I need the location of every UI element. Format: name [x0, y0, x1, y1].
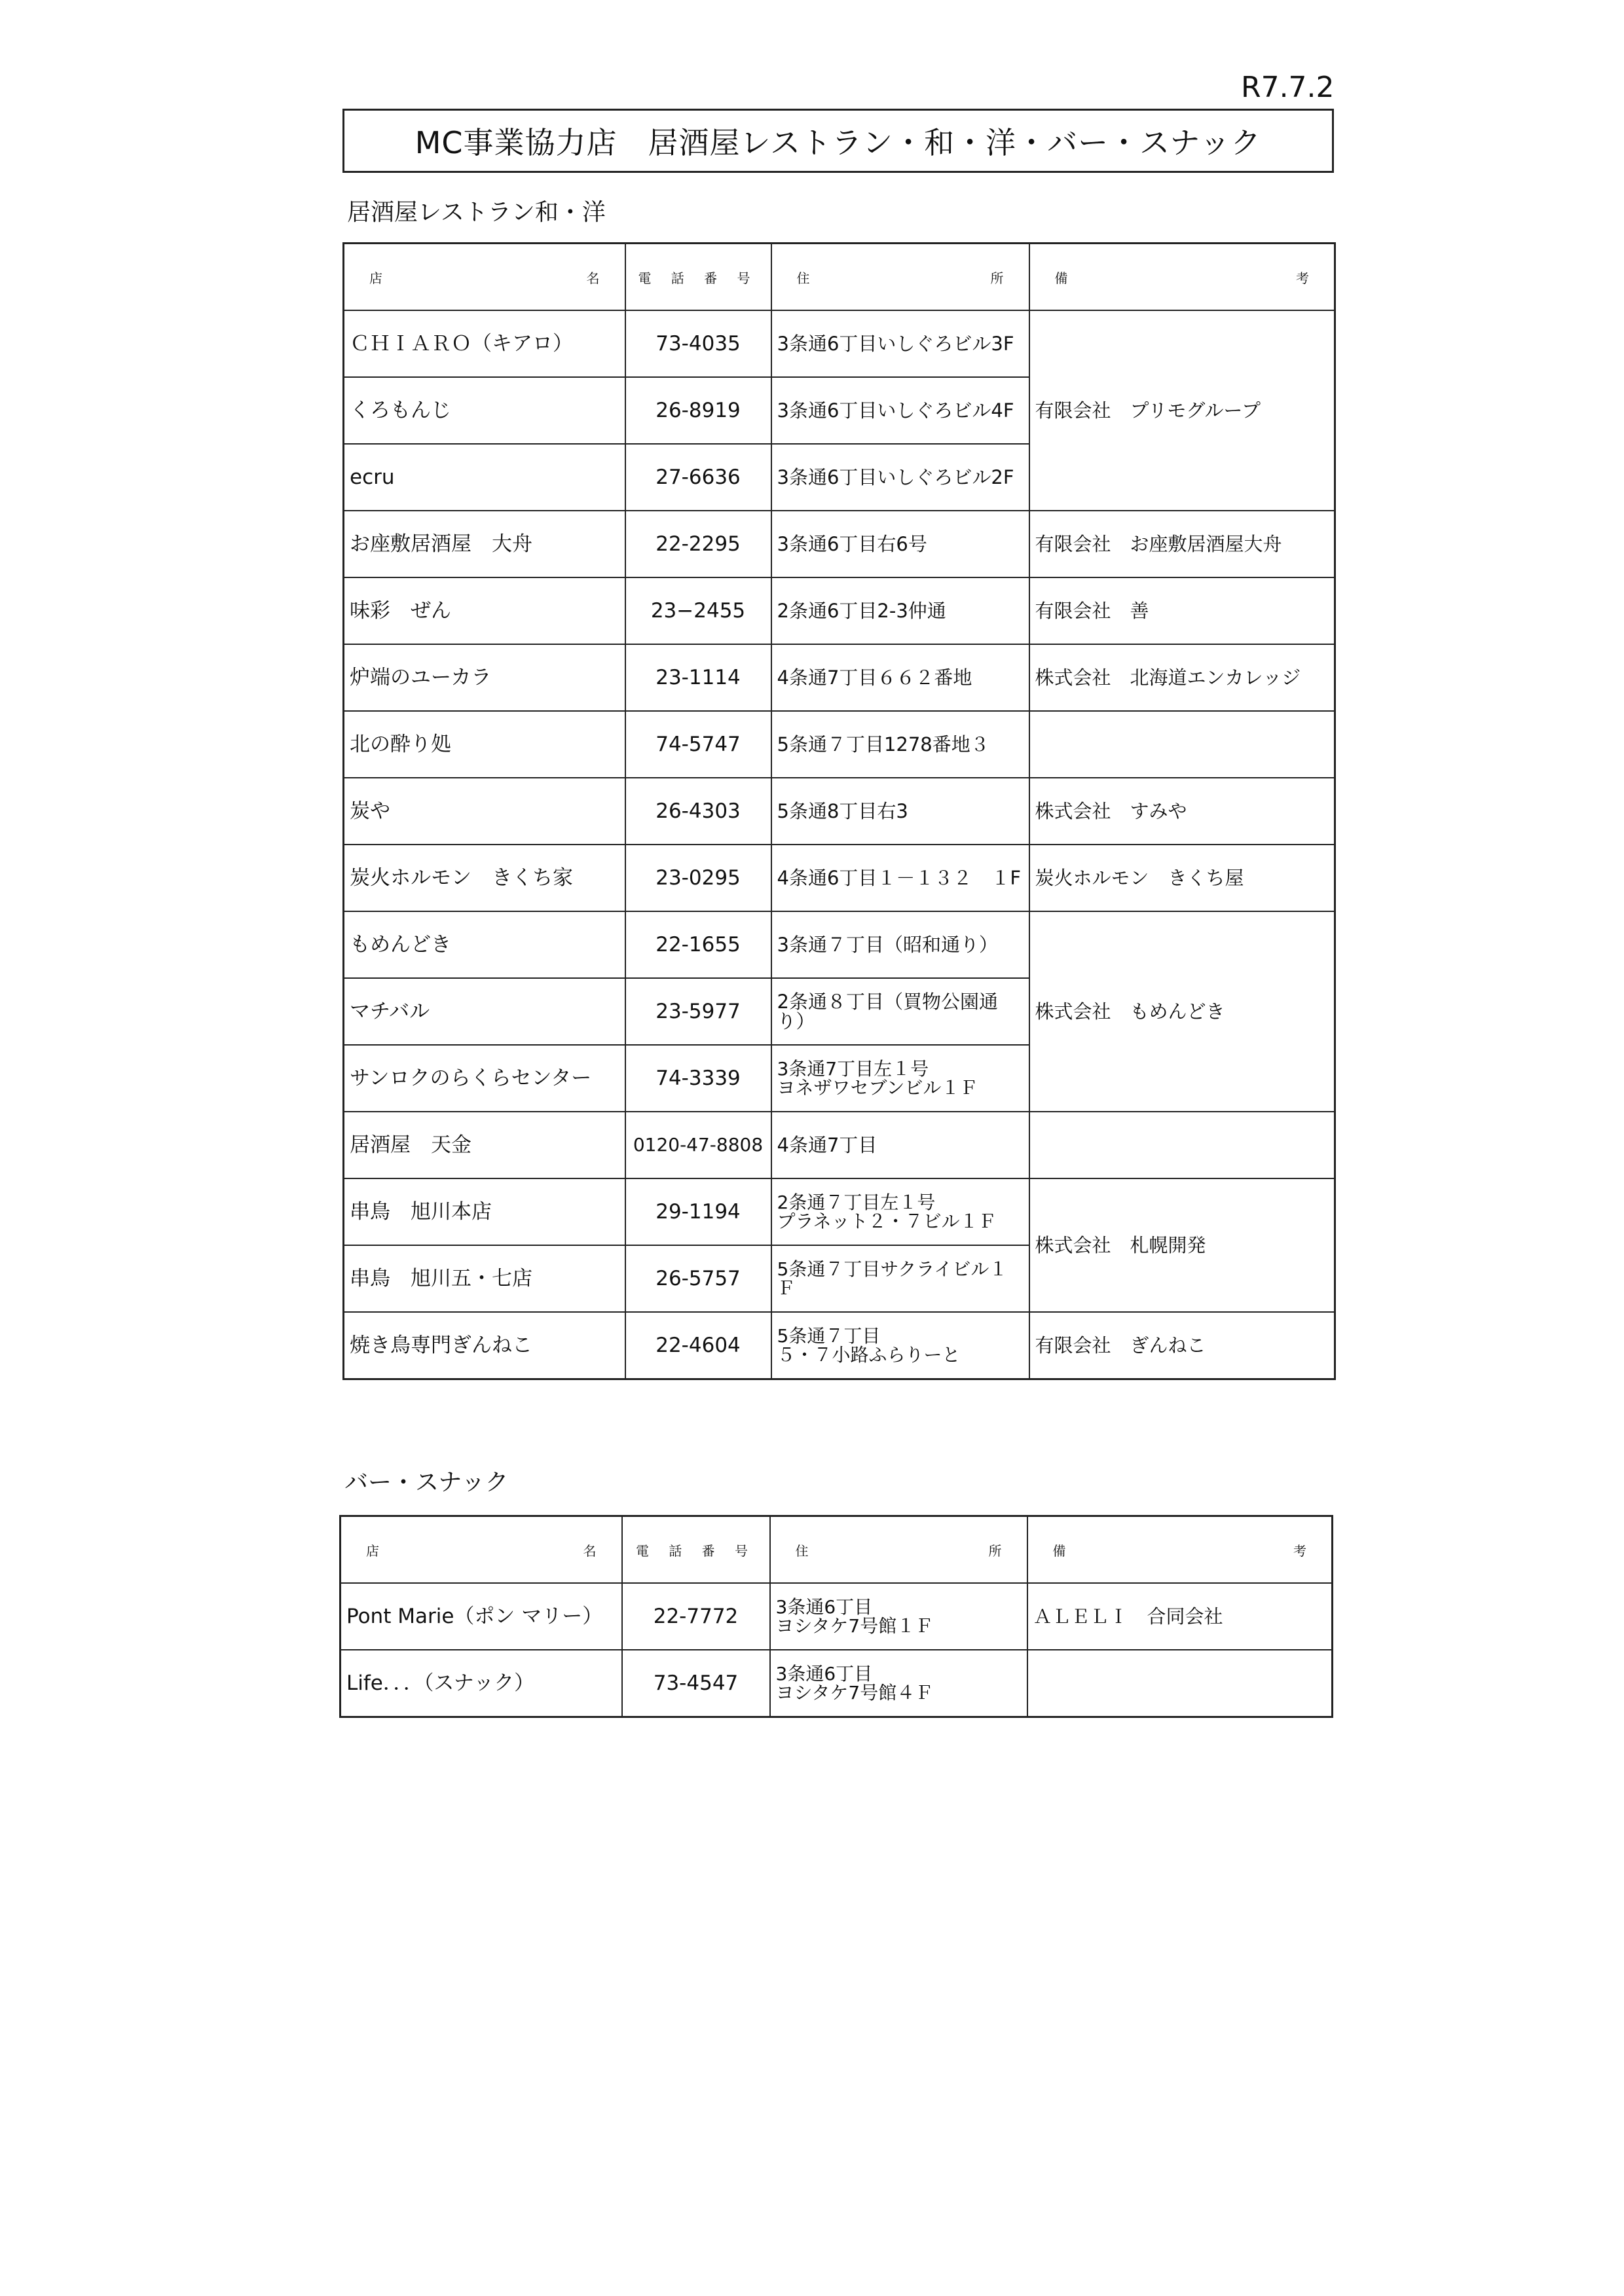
- note: ＡＬＥＬＩ 合同会社: [1027, 1583, 1333, 1650]
- phone-number: 22-1655: [625, 911, 771, 978]
- phone-number: 0120-47-8808: [625, 1112, 771, 1178]
- header-phone: 電 話 番 号: [625, 244, 771, 311]
- restaurant-table: [342, 242, 1336, 1380]
- phone-number: 73-4547: [622, 1650, 770, 1717]
- table-header-row: [341, 1516, 1333, 1584]
- address: 4条通7丁目: [771, 1112, 1029, 1178]
- table-row: [344, 778, 1335, 845]
- table-row: [344, 310, 1335, 377]
- address: 2条通７丁目左１号 プラネット２・７ビル１Ｆ: [771, 1178, 1029, 1245]
- address: 3条通6丁目 ヨシタケ7号館４Ｆ: [770, 1650, 1027, 1717]
- phone-number: 23−2455: [625, 577, 771, 644]
- address: 5条通７丁目 ５・７小路ふらりーと: [771, 1312, 1029, 1379]
- phone-number: 22-4604: [625, 1312, 771, 1379]
- phone-number: 23-0295: [625, 845, 771, 911]
- note: 株式会社 北海道エンカレッジ: [1029, 644, 1335, 711]
- address: 2条通6丁目2-3仲通: [771, 577, 1029, 644]
- address: 5条通７丁目1278番地３: [771, 711, 1029, 778]
- phone-number: 26-5757: [625, 1245, 771, 1312]
- note: 株式会社 すみや: [1029, 778, 1335, 845]
- shop-name: 炉端のユーカラ: [344, 644, 625, 711]
- table-row: [344, 1312, 1335, 1379]
- table-row: [344, 711, 1335, 778]
- header-notes: 備 考: [1027, 1516, 1333, 1584]
- shop-name: 味彩 ぜん: [344, 577, 625, 644]
- table-row: [344, 1178, 1335, 1245]
- note: 有限会社 お座敷居酒屋大舟: [1029, 511, 1335, 577]
- phone-number: 74-5747: [625, 711, 771, 778]
- address: 5条通７丁目サクライビル１Ｆ: [771, 1245, 1029, 1312]
- phone-number: 26-4303: [625, 778, 771, 845]
- shop-name: 炭や: [344, 778, 625, 845]
- header-notes: 備 考: [1029, 244, 1335, 311]
- address: 3条通6丁目いしぐろビル3F: [771, 310, 1029, 377]
- header-address: 住 所: [771, 244, 1029, 311]
- note: [1027, 1650, 1333, 1717]
- shop-name: 串鳥 旭川本店: [344, 1178, 625, 1245]
- phone-number: 23-1114: [625, 644, 771, 711]
- shop-name: 焼き鳥専門ぎんねこ: [344, 1312, 625, 1379]
- address: 3条通6丁目 ヨシタケ7号館１Ｆ: [770, 1583, 1027, 1650]
- section-label-bar-snack: バー・スナック: [344, 1469, 509, 1496]
- table-row: [344, 1112, 1335, 1178]
- address: 3条通6丁目いしぐろビル2F: [771, 444, 1029, 511]
- address: 3条通7丁目左１号 ヨネザワセブンビル１Ｆ: [771, 1045, 1029, 1112]
- document-title: MC事業協力店 居酒屋レストラン・和・洋・バー・スナック: [342, 109, 1334, 173]
- phone-number: 22-7772: [622, 1583, 770, 1650]
- address: 3条通７丁目（昭和通り）: [771, 911, 1029, 978]
- phone-number: 22-2295: [625, 511, 771, 577]
- address: 3条通6丁目右6号: [771, 511, 1029, 577]
- note: 有限会社 プリモグループ: [1029, 310, 1335, 511]
- shop-name: もめんどき: [344, 911, 625, 978]
- address: 4条通6丁目１－１３２ １F: [771, 845, 1029, 911]
- table-row: [344, 644, 1335, 711]
- header-name: 店 名: [344, 244, 625, 311]
- document-date: R7.7.2: [1241, 71, 1335, 104]
- table-row: [341, 1650, 1333, 1717]
- shop-name: ＣＨＩＡＲＯ（キアロ）: [344, 310, 625, 377]
- address: 5条通8丁目右3: [771, 778, 1029, 845]
- note: 有限会社 善: [1029, 577, 1335, 644]
- bar-snack-table: [339, 1515, 1333, 1718]
- note: 炭火ホルモン きくち屋: [1029, 845, 1335, 911]
- note: [1029, 711, 1335, 778]
- phone-number: 74-3339: [625, 1045, 771, 1112]
- phone-number: 73-4035: [625, 310, 771, 377]
- shop-name: 居酒屋 天金: [344, 1112, 625, 1178]
- shop-name: お座敷居酒屋 大舟: [344, 511, 625, 577]
- shop-name: サンロクのらくらセンター: [344, 1045, 625, 1112]
- address: 4条通7丁目６６２番地: [771, 644, 1029, 711]
- section-label-restaurant: 居酒屋レストラン和・洋: [347, 199, 606, 226]
- shop-name: 炭火ホルモン きくち家: [344, 845, 625, 911]
- note: 株式会社 もめんどき: [1029, 911, 1335, 1112]
- phone-number: 26-8919: [625, 377, 771, 444]
- header-phone: 電 話 番 号: [622, 1516, 770, 1584]
- note: 株式会社 札幌開発: [1029, 1178, 1335, 1312]
- phone-number: 23-5977: [625, 978, 771, 1045]
- header-name: 店 名: [341, 1516, 622, 1584]
- phone-number: 27-6636: [625, 444, 771, 511]
- shop-name: 串鳥 旭川五・七店: [344, 1245, 625, 1312]
- note: 有限会社 ぎんねこ: [1029, 1312, 1335, 1379]
- address: 2条通８丁目（買物公園通り）: [771, 978, 1029, 1045]
- shop-name: くろもんじ: [344, 377, 625, 444]
- table-row: [344, 845, 1335, 911]
- table-row: [341, 1583, 1333, 1650]
- table-row: [344, 577, 1335, 644]
- header-address: 住 所: [770, 1516, 1027, 1584]
- table-row: [344, 911, 1335, 978]
- table-row: [344, 511, 1335, 577]
- address: 3条通6丁目いしぐろビル4F: [771, 377, 1029, 444]
- shop-name: Life．．．（スナック）: [341, 1650, 622, 1717]
- shop-name: ecru: [344, 444, 625, 511]
- phone-number: 29-1194: [625, 1178, 771, 1245]
- shop-name: マチバル: [344, 978, 625, 1045]
- table-header-row: [344, 244, 1335, 311]
- shop-name: 北の酔り処: [344, 711, 625, 778]
- shop-name: Pont Marie（ポン マリー）: [341, 1583, 622, 1650]
- note: [1029, 1112, 1335, 1178]
